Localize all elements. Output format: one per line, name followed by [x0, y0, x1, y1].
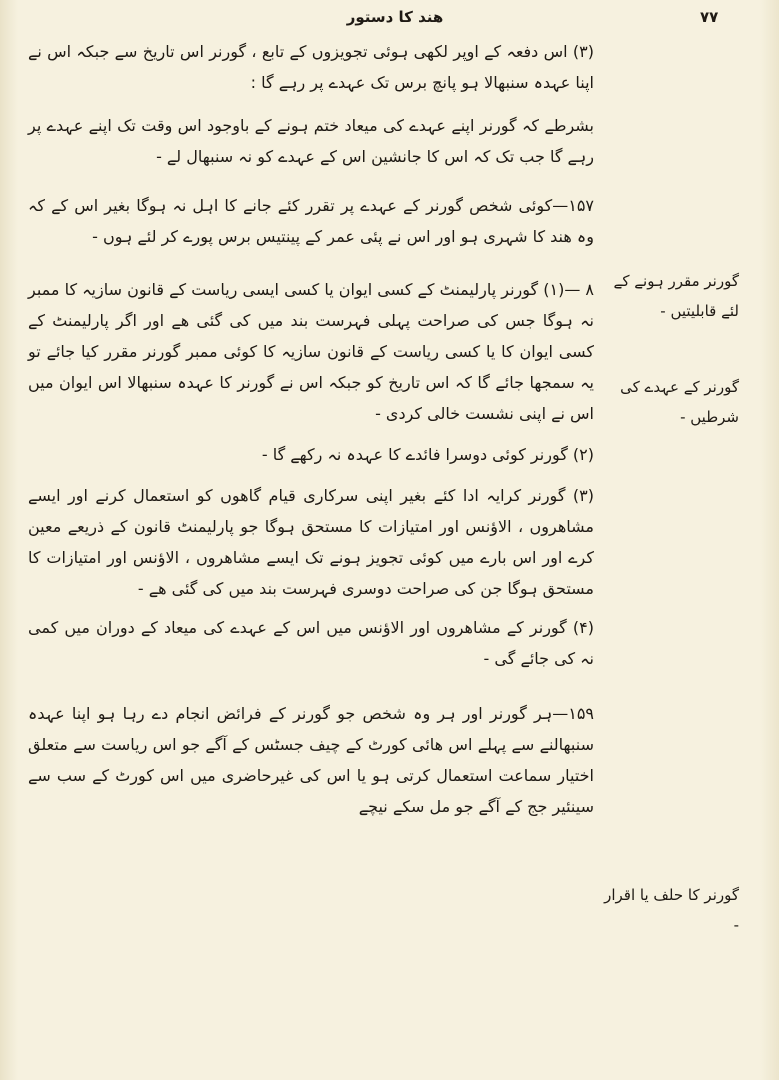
- paragraph-158-2: (۲) گورنر کوئی دوسرا فائدے کا عہدہ نہ رکھے گا -: [261, 445, 594, 464]
- margin-note-oath: گورنر کا حلف یا اقرار -: [604, 886, 739, 934]
- paragraph-159: ۱۵۹—ہر گورنر اور ہر وہ شخص جو گورنر کے فرائض انجام دے رہا ہو اپنا عہدہ سنبھالنے سے پہلے اس ھائی کورٹ کے چیف جسٹس کے آگے جو اس ریاست سے متعلق اختیار سماعت استعمال کرتی ہو یا اس کی غیرحاضری میں اس کورٹ کے سب سے سینئیر جج کے آگے جو مل سکے نیچے: [28, 704, 594, 816]
- paragraph-158-4: (۴) گورنر کے مشاھروں اور الاؤنس میں اس کے عہدے کی میعاد کے دوران میں کمی نہ کی جائے گی -: [28, 618, 594, 668]
- main-text: [28, 36, 594, 836]
- paragraph-157: ۱۵۷—کوئی شخص گورنر کے عہدے پر تقرر کئے جانے کا اہل نہ ہوگا بغیر اس کے کہ وہ ھند کا شہری ہو اور اس نے پئی عمر کے پینتیس برس پورے کر لئے ہوں -: [28, 196, 594, 246]
- margin-note-conditions: گورنر کے عہدے کی شرطیں -: [620, 378, 739, 426]
- page-number: ۷۷: [700, 8, 719, 26]
- paragraph-158-1: ۸ —(۱) گورنر پارلیمنٹ کے کسی ایوان یا کسی ایسی ریاست کے قانون سازیہ کا ممبر نہ ہوگا جس کی صراحت پہلی فہرست بند میں کی گئی ھے اور اگر پارلیمنٹ کے کسی ایوان کا یا کسی ریاست کے قانون سازیہ کا کوئی ممبر گورنر مقرر کیا جائے تو یہ سمجھا جائے گا کہ اس تاریخ کو جبکہ اس نے گورنر کا عہدہ سنبھالا اس ایوان میں اس نے اپنی نشست خالی کردی -: [28, 280, 594, 423]
- paragraph-proviso: بشرطے کہ گورنر اپنے عہدے کی میعاد ختم ہونے کے باوجود اس وقت تک اپنے عہدے پر رہے گا جب تک کہ اس کا جانشین اس کے عہدے کو نہ سنبھال لے -: [28, 116, 594, 166]
- running-title: ھند کا دستور: [346, 8, 444, 26]
- margin-note-qualifications: گورنر مقرر ہونے کے لئے قابلیتیں -: [613, 272, 739, 320]
- paragraph-158-3: (۳) گورنر کرایہ ادا کئے بغیر اپنی سرکاری قیام گاھوں کو استعمال کرنے اور ایسے مشاھروں ، الاؤنس اور امتیازات کا مستحق ہوگا جو پارلیمنٹ قانون کے ذریعے معین کرے اور اس بارے میں کوئی تجویز ہونے تک ایسے مشاھروں ، الاؤنس اور امتیازات کا مستحق ہوگا جن کی صراحت دوسری فہرست بند میں کی گئی ھے -: [28, 486, 594, 598]
- paragraph-clause-3: (۳) اس دفعہ کے اوپر لکھی ہوئی تجویزوں کے تابع ، گورنر اس تاریخ سے جبکہ اس نے اپنا عہدہ سنبھالا ہو پانچ برس تک عہدے پر رہے گا :: [28, 42, 594, 92]
